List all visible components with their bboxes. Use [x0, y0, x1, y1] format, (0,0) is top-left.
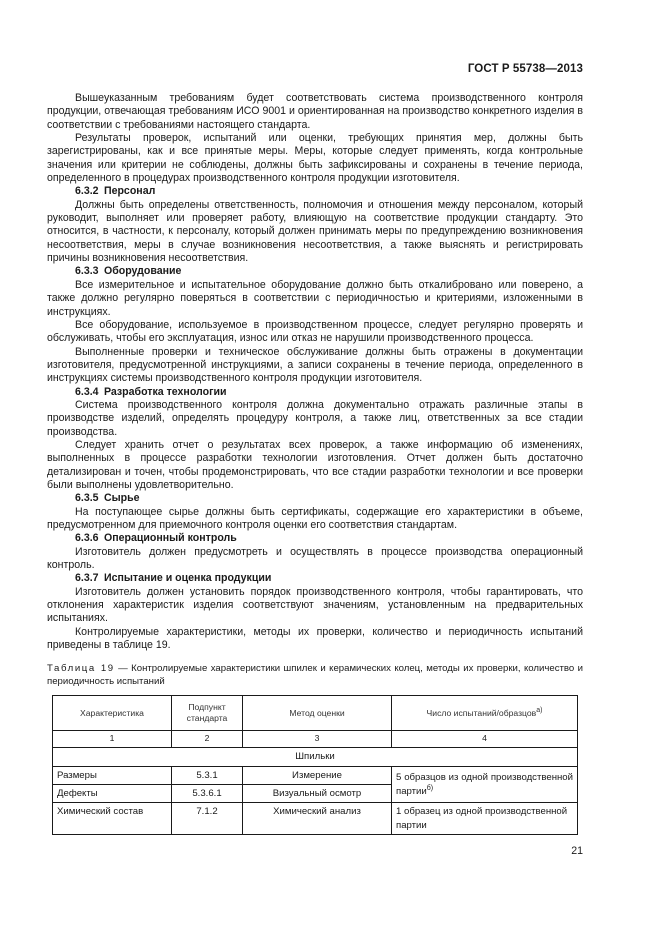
section-title: Оборудование	[103, 265, 182, 278]
cell-clause: 5.3.6.1	[172, 785, 243, 803]
paragraph: Изготовитель должен установить порядок производственного контроля, чтобы гарантировать, что отклонения характеристик изделия соответствуют значениям, установленным на предварительных испытаниях.	[47, 585, 583, 625]
table-caption-label: Таблица 19	[47, 663, 115, 675]
cell-count	[392, 766, 578, 803]
table-caption	[47, 663, 583, 688]
section-number: 6.3.5	[75, 492, 99, 505]
cell-count: 1 образец из одной производственной партии	[392, 803, 578, 835]
table-caption-text: — Контролируемые характеристики шпилек и керамических колец, методы их проверки, количество и периодичность испытаний	[47, 663, 583, 687]
table-group-row	[53, 747, 578, 766]
paragraph: Выполненные проверки и техническое обслуживание должны быть отражены в документации изготовителя, предусмотренной инструкциями, а записи сохранены в течение периода, определенного в инструкциях системы производственного контроля продукции изготовителя.	[47, 345, 583, 385]
section-number: 6.3.3	[75, 265, 99, 278]
section-number: 6.3.2	[75, 185, 99, 198]
section-number: 6.3.6	[75, 532, 99, 545]
section-heading	[47, 572, 583, 585]
column-header: Метод оценки	[243, 696, 392, 731]
page-number: 21	[571, 845, 583, 857]
section-number: 6.3.7	[75, 572, 99, 585]
column-number: 2	[172, 731, 243, 747]
paragraph: Изготовитель должен предусмотреть и осуществлять в процессе производства операционный контроль.	[47, 545, 583, 572]
section-title: Разработка технологии	[103, 385, 227, 398]
column-number-row	[53, 731, 578, 747]
paragraph: Следует хранить отчет о результатах всех проверок, а также информацию об изменениях, выполненных в процессе разработки технологии изготовления. Отчет должен быть достаточно детализирован и точен, чтобы продемонстрировать, что все стадии разработки технологии и все проверки были выполнены удовлетворительно.	[47, 438, 583, 491]
section-heading	[47, 492, 583, 505]
column-header: Характеристика	[53, 696, 172, 731]
column-number: 4	[392, 731, 578, 747]
section-heading	[47, 265, 583, 278]
section-heading	[47, 386, 583, 399]
column-number: 1	[53, 731, 172, 747]
cell-characteristic: Химический состав	[53, 803, 172, 835]
section-heading	[47, 532, 583, 545]
group-label: Шпильки	[53, 747, 578, 766]
table-row	[53, 766, 578, 784]
cell-clause: 5.3.1	[172, 766, 243, 784]
column-header	[392, 696, 578, 731]
paragraph: Результаты проверок, испытаний или оценки, требующих принятия мер, должны быть зарегистрированы, как и все принятые меры. Меры, которые следует применять, когда контрольные значения или критерии не соблюдены, должны быть зафиксированы и сохранены в течение периода, определенного в процедурах производственного контроля продукции изготовителя.	[47, 132, 583, 185]
cell-characteristic: Дефекты	[53, 785, 172, 803]
cell-method: Химический анализ	[243, 803, 392, 835]
section-title: Сырье	[103, 492, 140, 505]
section-title: Испытание и оценка продукции	[103, 572, 272, 585]
paragraph: Должны быть определены ответственность, полномочия и отношения между персоналом, который руководит, выполняет или проверяет работу, влияющую на соответствие продукции стандарту. Это относится, в частности, к персоналу, который должен принимать меры по предупреждению возникновения несоответствия, меры в случае возникновения несоответствия, а также выяснять и регистрировать причины возникновения несоответствия.	[47, 198, 583, 265]
section-number: 6.3.4	[75, 385, 99, 398]
table-row	[53, 803, 578, 835]
section-title: Операционный контроль	[103, 532, 237, 545]
page-content	[47, 92, 583, 835]
paragraph: Вышеуказанным требованиям будет соответствовать система производственного контроля продукции, отвечающая требованиям ИСО 9001 и ориентированная на производство конкретного изделия в соответствии с требованиями настоящего стандарта.	[47, 92, 583, 131]
footnote-marker: б)	[426, 784, 434, 792]
cell-characteristic: Размеры	[53, 766, 172, 784]
section-title: Персонал	[103, 185, 156, 198]
column-number: 3	[243, 731, 392, 747]
cell-method: Измерение	[243, 766, 392, 784]
table-19	[52, 695, 578, 835]
paragraph: Все оборудование, используемое в производственном процессе, следует регулярно проверять и обслуживать, чтобы его эксплуатация, износ или отказ не нарушили производственного процесса.	[47, 318, 583, 345]
column-header-text: Число испытаний/образцов	[426, 707, 537, 718]
paragraph: На поступающее сырье должны быть сертификаты, содержащие его характеристики в объеме, предусмотренном для приемочного контроля оценки его соответствия стандартам.	[47, 505, 583, 531]
section-heading	[47, 185, 583, 198]
document-id: ГОСТ Р 55738—2013	[467, 63, 583, 75]
cell-method: Визуальный осмотр	[243, 785, 392, 803]
column-header: Подпункт стандарта	[172, 696, 243, 731]
paragraph: Система производственного контроля должна документально отражать различные этапы в производстве изделий, определять процедуру контроля, а также лиц, ответственных за все стадии производства.	[47, 398, 583, 438]
footnote-marker: а)	[536, 707, 543, 715]
count-text: 5 образцов из одной производственной партии	[396, 772, 573, 797]
paragraph: Все измерительное и испытательное оборудование должно быть откалибровано или поверено, а также должно регулярно поверяться в соответствии с периодичностью и критериями, изложенными в инструкциях.	[47, 278, 583, 318]
cell-clause: 7.1.2	[172, 803, 243, 835]
paragraph: Контролируемые характеристики, методы их проверки, количество и периодичность испытаний приведены в таблице 19.	[47, 625, 583, 652]
